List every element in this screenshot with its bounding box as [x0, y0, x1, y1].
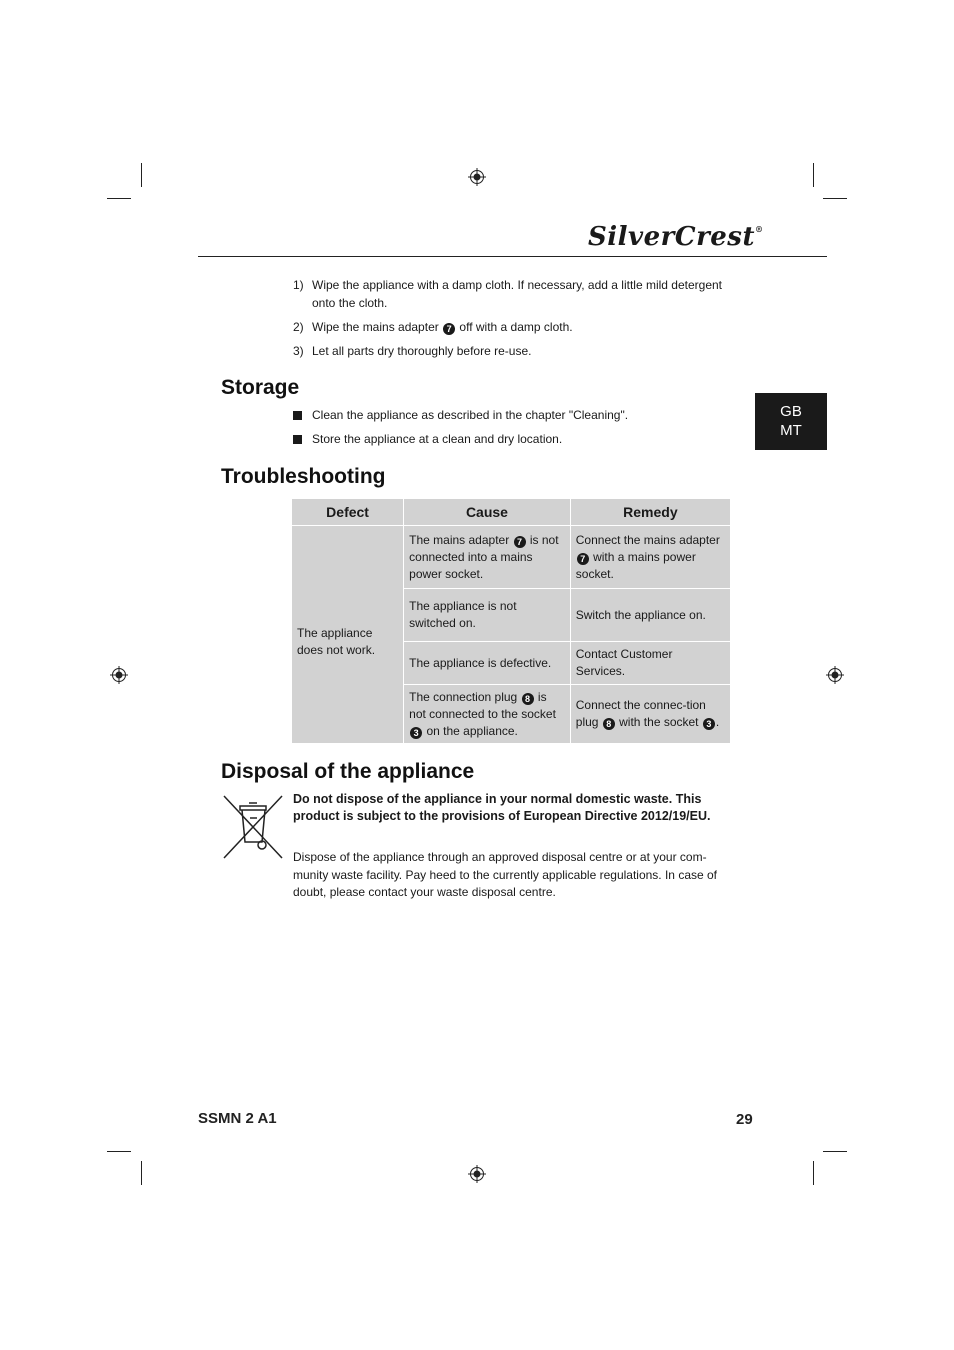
- part-number-badge: 3: [703, 718, 715, 730]
- remedy-cell: Switch the appliance on.: [570, 589, 730, 642]
- model-number: SSMN 2 A1: [198, 1110, 277, 1127]
- language-tab: [755, 393, 827, 450]
- cause-cell: The connection plug 8 is not connected to the socket 3 on the appliance.: [404, 685, 571, 744]
- remedy-cell: Contact Customer Services.: [570, 642, 730, 685]
- bullet-square-icon: [293, 411, 302, 420]
- bullet-square-icon: [293, 435, 302, 444]
- crop-mark: [141, 1161, 142, 1185]
- crop-mark: [813, 1161, 814, 1185]
- part-number-badge: 7: [514, 536, 526, 548]
- cause-cell: The mains adapter 7 is not connected into a mains power socket.: [404, 526, 571, 589]
- header-rule: [198, 256, 827, 257]
- crop-mark: [141, 163, 142, 187]
- column-header-remedy: Remedy: [570, 499, 730, 526]
- registration-mark-icon: [468, 1165, 486, 1183]
- list-item: 1) Wipe the appliance with a damp cloth. If necessary, add a little mild detergent onto the cloth.: [293, 277, 738, 312]
- cleaning-steps-list: [293, 277, 738, 367]
- disposal-instructions: Dispose of the appliance through an approved disposal centre or at your com-munity waste facility. Pay heed to the currently applicable regulations. In case of doubt, please contact your waste disposal centre.: [293, 850, 718, 899]
- brand-logo: SilverCrest®: [588, 222, 764, 252]
- list-item: 3) Let all parts dry thoroughly before re-use.: [293, 343, 738, 361]
- disposal-heading: Disposal of the appliance: [221, 760, 475, 783]
- table-header-row: [292, 499, 731, 526]
- crossed-out-wheelie-bin-icon: [222, 794, 284, 860]
- column-header-cause: Cause: [404, 499, 571, 526]
- cause-cell: The appliance is defective.: [404, 642, 571, 685]
- part-number-badge: 7: [443, 323, 455, 335]
- column-header-defect: Defect: [292, 499, 404, 526]
- language-code: GB: [780, 403, 802, 420]
- part-number-badge: 8: [522, 693, 534, 705]
- step-text: Let all parts dry thoroughly before re-use.: [312, 343, 532, 358]
- table-row: [292, 526, 731, 589]
- defect-cell: The appliance does not work.: [292, 526, 404, 744]
- storage-list: [293, 407, 733, 455]
- crop-mark: [813, 163, 814, 187]
- part-number-badge: 3: [410, 727, 422, 739]
- storage-heading: Storage: [221, 376, 300, 399]
- part-number-badge: 8: [603, 718, 615, 730]
- remedy-cell: Connect the mains adapter 7 with a mains power socket.: [570, 526, 730, 589]
- crop-mark: [107, 198, 131, 199]
- list-item: 2) Wipe the mains adapter 7 off with a damp cloth.: [293, 319, 738, 337]
- remedy-cell: Connect the connec-tion plug 8 with the socket 3 .: [570, 685, 730, 744]
- registration-mark-icon: [468, 168, 486, 186]
- registration-mark-icon: [826, 666, 844, 684]
- crop-mark: [107, 1151, 131, 1152]
- cause-cell: The appliance is not switched on.: [404, 589, 571, 642]
- language-code: MT: [780, 422, 802, 439]
- crop-mark: [823, 198, 847, 199]
- list-item: Clean the appliance as described in the chapter "Cleaning".: [293, 407, 733, 424]
- page-number: 29: [736, 1111, 753, 1128]
- disposal-warning: Do not dispose of the appliance in your normal domestic waste. This product is subject to the provisions of European Directive 2012/19/EU.: [293, 792, 711, 823]
- registration-mark-icon: [110, 666, 128, 684]
- troubleshooting-table: [291, 498, 731, 744]
- step-text: Wipe the appliance with a damp cloth. If necessary, add a little mild detergent onto the cloth.: [312, 278, 722, 310]
- part-number-badge: 7: [577, 553, 589, 565]
- list-item: Store the appliance at a clean and dry location.: [293, 431, 733, 448]
- step-text: Wipe the mains adapter 7 off with a damp cloth.: [312, 319, 573, 334]
- crop-mark: [823, 1151, 847, 1152]
- troubleshooting-heading: Troubleshooting: [221, 465, 386, 488]
